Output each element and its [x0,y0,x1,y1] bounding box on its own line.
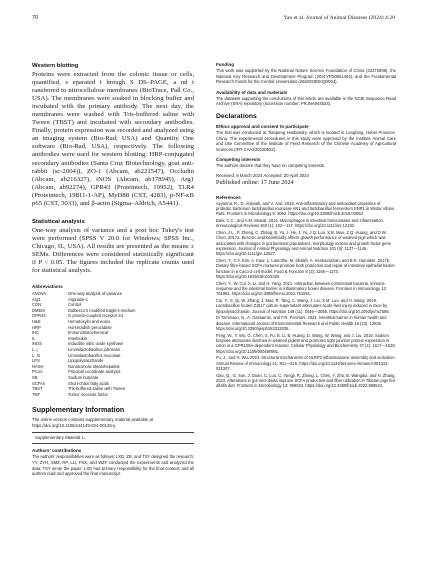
abbreviation-definition: Tris-buffered saline with Tween [68,386,125,392]
abbreviation-term: GPR43 [32,313,46,319]
supplementary-material-link[interactable]: Supplementary Material 1. [32,432,194,444]
statistical-analysis-text: One-way analysis of variance and a post hoc Tukey's test were performed (SPSS V 20.0 for Windows; SPSS Inc., Chicago, IL, USA). All results are presented as the means ± SEMs. Differences were considered statistically significant if P < 0.05. The figures included the replicate counts used for statistical analysis. [32,226,194,275]
page-number: 70 [32,15,39,21]
abbreviation-definition: Limosilactobacillus johnsonii [68,347,121,353]
availability-text: The datasets supporting the conclusions of this article are available in the NCBI Sequence Read Archive (SRA) repository (accession number: PRJNA944824). [216,95,396,107]
abbreviations-table [32,291,135,397]
abbreviation-term: NASH [32,363,44,369]
competing-interests-text: The authors declare that they have no competing interests. [216,163,326,169]
competing-interests-heading: Competing interests [216,157,261,163]
abbreviation-term: TNF [32,391,41,397]
funding-text: This work was supported by the National Nature Science Foundation of China (32272898), the National Key Research and Development Program (2021YFD0601404), and the Fundamental Research Funds for the Central Universities (2662020DKQD004). [216,68,396,85]
declarations-heading: Declarations [216,112,257,120]
published-online-date: Published online: 17 June 2024 [216,178,294,186]
abbreviation-definition: Limosilactobacillus mucosae [68,352,121,358]
reference-item[interactable]: Chen, Y., W. Cui, X. Li, and H. Yang. 2021. Interaction between commensal bacteria, immune response and the intestinal barrier in inflammatory bowel disease. Frontiers in Immunology 12: 761981. https://doi.org/10.3389/fimmu.2021.761981. [216,280,387,297]
abbreviation-term: H&E [32,319,41,325]
reference-list [216,201,396,389]
supplementary-text[interactable]: The online version contains supplementary material available at https://doi.org/10.1186/s44149-024-00125-y. [32,417,154,429]
abbreviation-definition: Nonalcoholic steatohepatitis [68,363,120,369]
abbreviation-definition: One-way analysis of variance [68,291,123,297]
author-contributions-text: The authors' responsibilities were as follows: LXD, ZB, and TSY designed the research; YY, ZYH, SMZ, RP, LLI, FSX, and WZF conducted the experiments and analyzed the data; TSY wrote the paper; LXD had primary responsibility for the final content; and all authors read and approved the final manuscript. [32,454,194,477]
abbreviation-definition: Arginase-1 [68,296,89,302]
abbreviation-row [32,392,135,398]
running-header [32,13,395,23]
reference-item[interactable]: Chen, J.L., P. Zheng, C. Zhang, B. Yu, J. He, J. Yu, J.Q. Luo, X.B. Mao, Z.Q. Huang, and D.W. Chen. 2017a. Benzoic acid beneficially affects growth performance of weaned pigs which was associated with changes in gut bacterial populations, morphology indices and growth factor gene expression. Journal of Animal Physiology and Animal Nutrition 101 (6): 1137—1146. https://doi.org/10.1111/jpn.12627. [216,229,392,257]
abbreviation-definition: Immunohistochemical [68,330,109,336]
abbreviation-definition: Interleukin [68,335,88,341]
abbreviation-definition: G protein-coupled receptor 43 [68,313,124,319]
reference-item[interactable]: Bain, C.C., and A.M. Mowat. 2014. Macrophages in intestinal homeostasis and inflammation. Immunological Reviews 260 (1): 102—117. https://doi.org/10.1111/imr.12192. [216,217,384,229]
western-blotting-heading: Western blotting [32,63,79,69]
ethics-text: The trial was conducted at Tianpeng Husbandry, which is located in Langfang, Hebei Province, China. The experimental procedures in this study were approved by the Institute Animal Care and Use Committee of the Institute of Feed Research of the Chinese Academy of Agricultural Sciences (IFR-CAAS20220922). [216,129,396,152]
abbreviation-term: PCoA [32,369,43,375]
availability-heading: Availability of data and materials [216,89,288,95]
abbreviation-term: ANOVA [32,291,47,297]
abbreviation-definition: Lipopolysaccharide [68,358,104,364]
reference-item[interactable]: Chen, T., C.Y. Kim, A. Kaur, L. Lamothe, M. Shaikh, A. Keshavarzian, and B.R. Hamaker. 2017b. Dietary fibre-based SCFA mixtures promote both protection and repair of intestinal epithelial barrier function in a Caco-2 cell model. Food & Function 8 (3): 1166—1173. https://doi.org/10.1039/c6fo01532h. [216,257,395,279]
abbreviation-term: CON [32,302,42,308]
abbreviation-term: SCFAs [32,380,45,386]
abbreviation-term: DMEM [32,307,45,313]
references-heading: References [216,194,241,200]
author-contributions-heading: Authors' contributions [32,448,82,454]
abbreviation-definition: Hematoxylin and eosin [68,319,110,325]
abbreviation-term: L. j [32,347,38,353]
reference-item[interactable]: Ayyanna, R., D. Ankaiah, and V. Arul. 2018. Anti-inflammatory and antioxidant properties of probiotic bacterium lactobacillus mucosae AN1 and lactobacillus fermentum SNR1 in Wistar Albino Rats. Frontiers in Microbiology 9: 3063. https://doi.org/10.3389/fmicb.2018.03063. [216,200,395,217]
journal-citation: Yao et al. Journal of Animal Diseases (2024) 4:20 [283,15,395,21]
left-column [32,62,194,477]
abbreviation-definition: Sodium butyrate [68,374,99,380]
abbreviation-definition: Short-chain fatty acids [68,380,109,386]
reference-item[interactable]: Feng, W., Y. Wu, G. Chen, S. Fu, B. Li, B. Huang, D. Wang, W. Wang, and J. Liu. 2018. Sodium butyrate attenuates diarrhea in weaned piglets and promotes tight junction protein expression in colon in a GPR109A-dependent manner. Cellular Physiology and Biochemistry 47 (4): 1617—1629. https://doi.org/10.1159/000490981. [216,332,396,354]
reference-item[interactable]: Cui, Y., S. Qi, W. Zhang, J. Mao, R. Tang, C. Wang, J. Liu, X.M. Luo, and H. Wang. 2019. Lactobacillus reuteri ZJ617 culture supernatant attenuates acute liver injury induced in mice by lipopolysaccharide. Journal of Nutrition 149 (11): 2046—2055. https://doi.org/10.1093/jn/nxz088. [216,297,390,314]
abbreviation-term: IL [32,335,36,341]
abbreviation-term: LPS [32,358,40,364]
abbreviation-definition: Inducible nitric oxide synthase [68,341,124,347]
abbreviation-definition: Horseradish peroxidase [68,324,112,330]
reference-item[interactable]: Di Tommaso, N., A. Gasbarrini, and F.R. Ponziani. 2021. Intestinal barrier in human health and disease. International Journal of Environmental Research and Public Health 18 (23): 12836. https://doi.org/10.3390/ijerph182312836. [216,315,387,331]
abbreviation-definition: Principal coordinate analysis [68,369,121,375]
supplementary-heading: Supplementary Information [32,406,125,415]
abbreviation-definition: Dulbecco's modified Eagle's medium [68,307,136,313]
abbreviation-term: SB [32,374,38,380]
received-accepted-dates: Received: 8 March 2024 Accepted: 30 April 2024 [216,172,309,178]
abbreviation-term: L. m [32,352,41,358]
reference-item[interactable]: Gao, Q., G. Sun, J. Duan, C. Luo, C. Yangji, R. Zhong, L. Chen, Y. Zhu, B. Wangdui, and H. Zhang. 2022. Alterations in gut microbiota improve SCFA production and fiber utilization in Tibetan pigs fed alfalfa diet. Frontiers in Microbiology 13: 969524. https://doi.org/10.3389/fmicb.2022.969524. [216,372,396,389]
statistical-analysis-heading: Statistical analysis [32,218,85,225]
abbreviation-term: iNOS [32,341,42,347]
reference-item[interactable]: Fu, J., and H. Wu. 2023. Structural mechanisms of NLRP3 inflammasome assembly and activation. Annual Review of Immunology 41: 301—316. https://doi.org/10.1146/annurev-immunol-081022-021207. [216,355,396,371]
abbreviation-term: TBST [32,386,43,392]
funding-heading: Funding [216,62,235,67]
abbreviations-heading: Abbreviations [32,284,63,290]
abbreviation-definition: Control [68,302,82,308]
ethics-heading: Ethics approval and consent to participate [216,123,309,129]
abbreviation-definition: Tumor necrosis factor [68,391,108,397]
abbreviation-term: HRP [32,324,41,330]
western-blotting-text: Proteins were extracted from the colonic tissue or cells, quantified, s eparated t hrough S DS–PAGE, a nd t ransferred to nitrocellulose membranes (BioTrace, Pall Co., USA). The membranes were soaked in blocking buffer and incubated with the primary antibody. The next day, the membranes were washed with Tris-buffered saline with Tween (TBST) and incubated with secondary antibodies. Finally, protein expression was recorded and analyzed using an imaging system (Bio-Rad, USA) and Quantity One software (Bio-Rad, USA), respectively. The following antibodies were used for western blotting: HRP-conjugated secondary antibodies (Santa Cruz Biotechnology, goat anti-rabbit (sc-2004)), ZO-1 (Abcam, ab221547), Occludin (Abcam, ab216327), iNOS (Abcam, ab178945), Arg1 (Abcam, ab92274), GPR43 (Proteintech, 19952), TLR4 (Proteintech, 19811-1-AP), MyD88 (CST, 4283), p-NF-κB p65 (CST, 3033), and β-actin (Sigma–Aldrich, A5441). [32,71,194,207]
abbreviation-term: IHC [32,330,40,336]
abbreviation-term: Arg1 [32,296,41,302]
right-column [216,62,396,390]
